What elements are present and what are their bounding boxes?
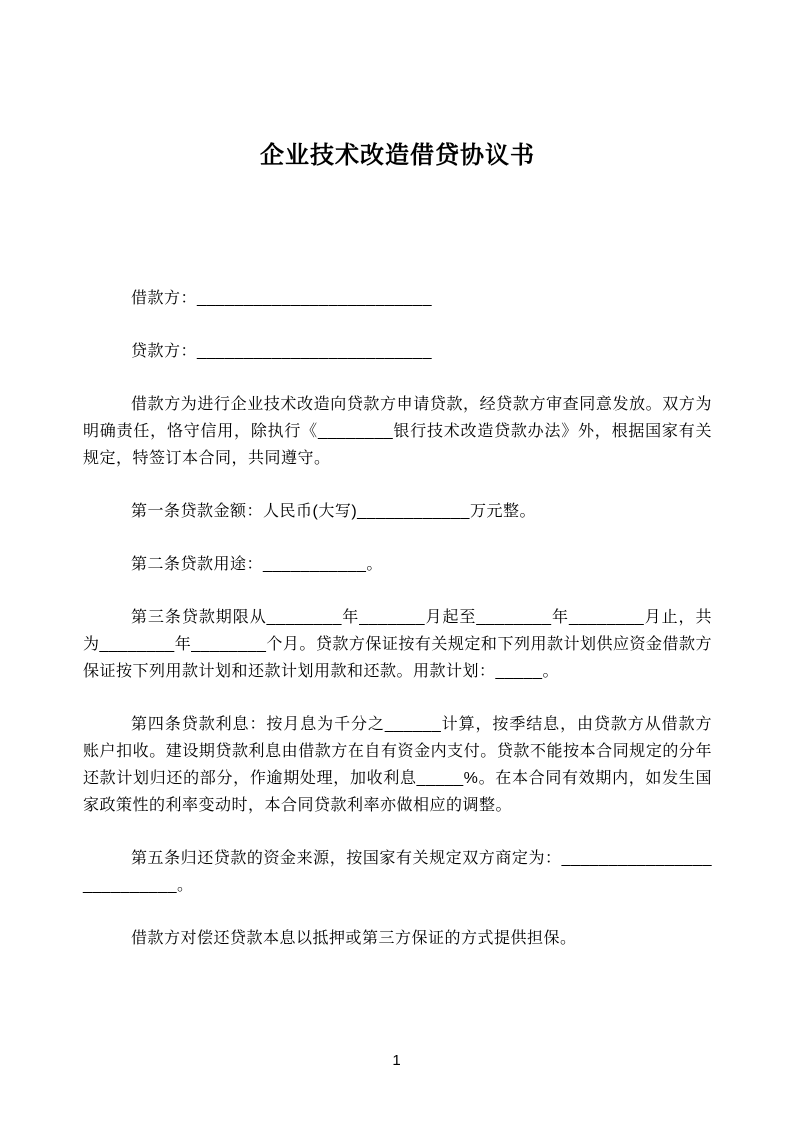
article-3-loan-term: 第三条贷款期限从________年_______月起至________年________月止，共为________年________个月。贷款方保证按有关规定和下列用款计划供应资金借款方保证按下列用款计划和还款计划用款和还款。用款计划：_____。 — [83, 609, 712, 680]
article-2-loan-purpose: 第二条贷款用途：___________。 — [131, 556, 383, 573]
article-5-repayment-source: 第五条归还贷款的资金来源，按国家有关规定双方商定为：________________ __________。 — [83, 850, 712, 894]
borrower-line: 借款方：_________________________ — [131, 290, 432, 307]
article-1-loan-amount: 第一条贷款金额：人民币(大写)____________万元整。 — [131, 503, 536, 520]
article-4-loan-interest: 第四条贷款利息：按月息为千分之______计算，按季结息，由贷款方从借款方账户扣收。建设期贷款利息由借款方在自有资金内支付。贷款不能按本合同规定的分年还款计划归还的部分，作逾期处理，加收利息_____%。在本合同有效期内，如发生国家政策性的利率变动时，本合同贷款利率亦做相应的调整。 — [83, 716, 712, 814]
document-title: 企业技术改造借贷协议书 — [260, 142, 535, 169]
lender-line: 贷款方：_________________________ — [131, 343, 432, 360]
page-number: 1 — [392, 1052, 401, 1069]
intro-paragraph: 借款方为进行企业技术改造向贷款方申请贷款，经贷款方审查同意发放。双方为明确责任，恪守信用，除执行《________银行技术改造贷款办法》外，根据国家有关规定，特签订本合同，共同遵守。 — [83, 396, 712, 467]
guarantee-line: 借款方对偿还贷款本息以抵押或第三方保证的方式提供担保。 — [131, 930, 577, 947]
